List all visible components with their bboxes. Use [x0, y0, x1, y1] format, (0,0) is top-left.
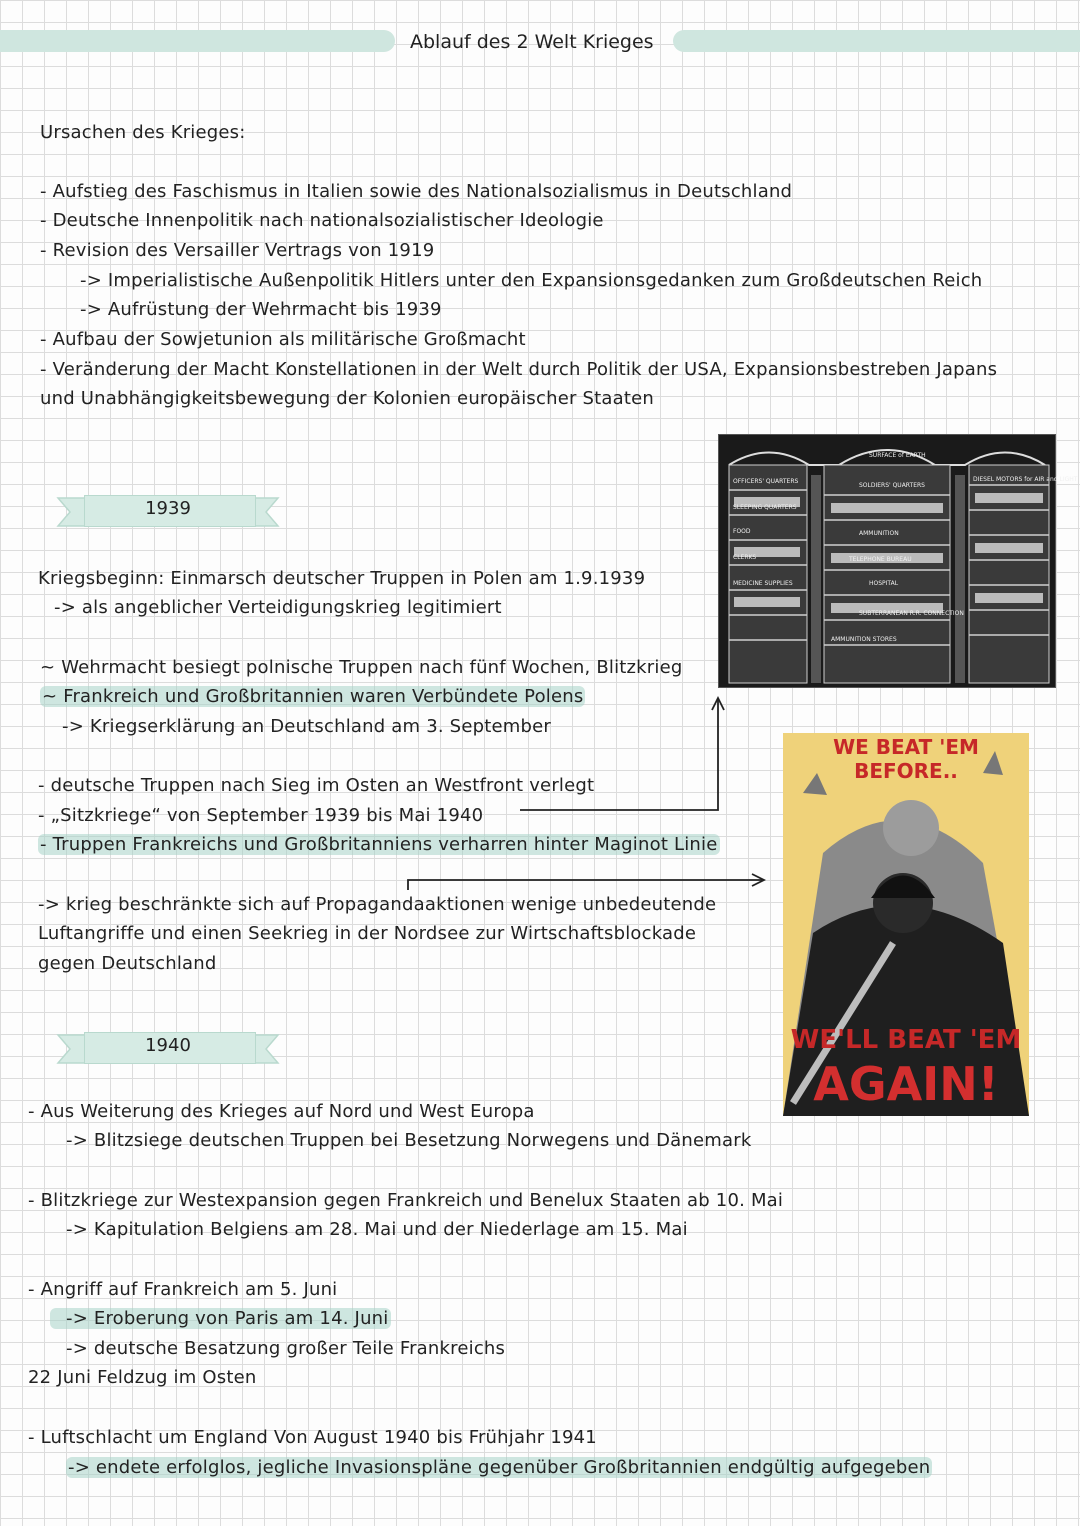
- text-line: -> krieg beschränkte sich auf Propagandaaktionen wenige unbedeutende: [38, 894, 717, 915]
- bunker-label: SUBTERRANEAN R.R. CONNECTION: [859, 610, 964, 617]
- highlight: -> Eroberung von Paris am 14. Juni: [50, 1308, 391, 1329]
- text-line: [66, 1456, 932, 1480]
- bunker-label: FOOD: [733, 528, 751, 535]
- cause-item: - Aufbau der Sowjetunion als militärische Großmacht: [40, 329, 526, 350]
- text-line: Kriegsbeginn: Einmarsch deutscher Truppen in Polen am 1.9.1939: [38, 568, 646, 589]
- text-line: Luftangriffe und einen Seekrieg in der Nordsee zur Wirtschaftsblockade: [38, 923, 697, 944]
- text-line: - deutsche Truppen nach Sieg im Osten an Westfront verlegt: [38, 775, 595, 796]
- text-line: gegen Deutschland: [38, 953, 217, 974]
- title-bar-left: [0, 30, 395, 52]
- text-line: - „Sitzkriege“ von September 1939 bis Mai 1940: [38, 805, 484, 826]
- bunker-drawing: [719, 435, 1078, 687]
- text-line: 22 Juni Feldzug im Osten: [28, 1367, 257, 1388]
- highlight: - Truppen Frankreichs und Großbritanniens verharren hinter Maginot Linie: [40, 834, 718, 855]
- cause-subitem: -> Imperialistische Außenpolitik Hitlers unter den Expansionsgedanken zum Großdeutschen Reich: [80, 270, 983, 291]
- text-line: - Luftschlacht um England Von August 1940 bis Frühjahr 1941: [28, 1427, 597, 1448]
- cause-item: - Deutsche Innenpolitik nach nationalsozialistischer Ideologie: [40, 210, 604, 231]
- text-line: -> deutsche Besatzung großer Teile Frankreichs: [66, 1338, 506, 1359]
- text-line: [50, 1307, 391, 1331]
- bunker-label: MEDICINE SUPPLIES: [733, 580, 793, 587]
- text-line: ~ Wehrmacht besiegt polnische Truppen nach fünf Wochen, Blitzkrieg: [40, 657, 683, 678]
- bunker-illustration: [718, 434, 1078, 688]
- text-line: [40, 685, 585, 709]
- cause-item: - Veränderung der Macht Konstellationen in der Welt durch Politik der USA, Expansionsbestreben Japans: [40, 359, 998, 380]
- banner-label: 1940: [145, 1035, 191, 1056]
- page-title: Ablauf des 2 Welt Krieges: [410, 31, 654, 53]
- bunker-label: OFFICERS' QUARTERS: [733, 478, 799, 485]
- text-line: - Aus Weiterung des Krieges auf Nord und West Europa: [28, 1101, 535, 1122]
- highlight: ~ Frankreich und Großbritannien waren Verbündete Polens: [42, 686, 584, 707]
- bunker-label: TELEPHONE BUREAU: [849, 556, 912, 563]
- text-line: -> als angeblicher Verteidigungskrieg legitimiert: [54, 597, 502, 618]
- banner-1939: [58, 492, 278, 530]
- cause-item: und Unabhängigkeitsbewegung der Kolonien europäischer Staaten: [40, 388, 654, 409]
- bunker-label: HOSPITAL: [869, 580, 899, 587]
- bunker-label: DIESEL MOTORS for AIR and LIGHT: [973, 476, 1078, 483]
- bunker-label: SLEEPING QUARTERS: [733, 504, 797, 511]
- bunker-label: AMMUNITION STORES: [831, 636, 897, 643]
- cause-item: - Aufstieg des Faschismus in Italien sowie des Nationalsozialismus in Deutschland: [40, 181, 793, 202]
- highlight: -> endete erfolglos, jegliche Invasionspläne gegenüber Großbritannien endgültig aufgegeben: [68, 1457, 931, 1478]
- banner-label: 1939: [145, 498, 191, 519]
- text-line: - Angriff auf Frankreich am 5. Juni: [28, 1279, 338, 1300]
- bunker-label: SURFACE of EARTH: [869, 452, 926, 459]
- propaganda-poster: [783, 733, 1029, 1116]
- text-line: [38, 833, 720, 857]
- title-bar-right: [673, 30, 1080, 52]
- cause-item: - Revision des Versailler Vertrags von 1919: [40, 240, 435, 261]
- causes-heading: Ursachen des Krieges:: [40, 122, 246, 143]
- text-line: -> Kriegserklärung an Deutschland am 3. September: [62, 716, 551, 737]
- text-line: - Blitzkriege zur Westexpansion gegen Frankreich und Benelux Staaten ab 10. Mai: [28, 1190, 784, 1211]
- bunker-label: CLERKS: [733, 554, 757, 561]
- cause-subitem: -> Aufrüstung der Wehrmacht bis 1939: [80, 299, 442, 320]
- poster-bottom-text: AGAIN!: [813, 1057, 999, 1111]
- bunker-label: SOLDIERS' QUARTERS: [859, 482, 925, 489]
- poster-top-text: WE BEAT 'EM BEFORE..: [833, 735, 979, 783]
- text-line: -> Kapitulation Belgiens am 28. Mai und der Niederlage am 15. Mai: [66, 1219, 688, 1240]
- text-line: -> Blitzsiege deutschen Truppen bei Besetzung Norwegens und Dänemark: [66, 1130, 752, 1151]
- banner-1940: [58, 1029, 278, 1067]
- bunker-label: AMMUNITION: [859, 530, 899, 537]
- poster-mid-text: WE'LL BEAT 'EM: [790, 1025, 1022, 1055]
